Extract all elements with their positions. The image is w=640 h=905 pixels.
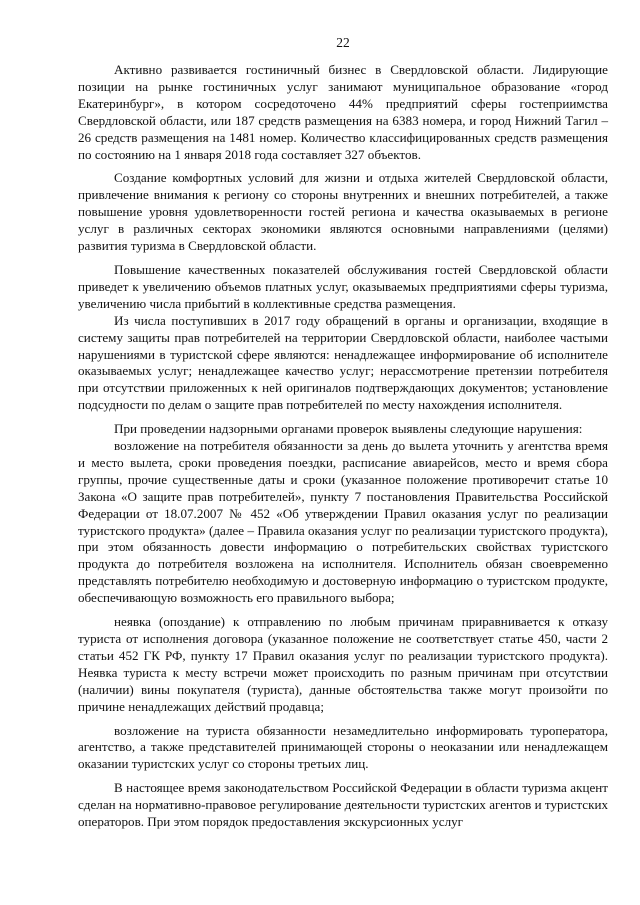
paragraph-violation-notification: возложение на туриста обязанности незамедлительно информировать туроператора, агентство, а также представителей принимающей стороны о неоказании или ненадлежащем оказании туристских услуг со стороны третьих лиц. (78, 722, 608, 772)
paragraph-consumer-complaints: Из числа поступивших в 2017 году обращений в органы и организации, входящие в систему защиты прав потребителей на территории Свердловской области, наиболее частыми нарушениями в туристской сфере являются: ненадлежащее информирование об исполнителе оказываемых услуг; ненадлежащее качество услуг; нерассмотрение претензии потребителя при отсутствии приложенных к ней оригиналов подтверждающих документов; установление подсудности по делам о защите прав потребителей по месту нахождения исполнителя. (78, 312, 608, 413)
paragraph-comfortable-conditions: Создание комфортных условий для жизни и отдыха жителей Свердловской области, привлечение внимания к региону со стороны внутренних и внешних потребителей, а также повышение уровня удовлетворенности гостей региона и качества оказываемых в регионе услуг в различных секторах экономики являются основными направлениями (целями) развития туризма в Свердловской области. (78, 170, 608, 254)
paragraph-service-quality: Повышение качественных показателей обслуживания гостей Свердловской области приведет к увеличению объемов платных услуг, оказываемых предприятиями сферы туризма, увеличению числа прибытий в коллективные средства размещения. (78, 261, 608, 311)
page-number: 22 (336, 35, 350, 50)
paragraph-violation-departure: возложение на потребителя обязанности за день до вылета уточнить у агентства время и место вылета, сроки проведения поездки, расписание авиарейсов, место и время сбора группы, прочие существенные даты и сроки (указанное положение противоречит статье 10 Закона «О защите прав потребителей», пункту 7 постановления Правительства Российской Федерации от 18.07.2007 № 452 «Об утверждении Правил оказания услуг по реализации туристского продукта» (далее – Правила оказания услуг по реализации туристского продукта), при этом обязанность довести информацию о потребительских свойствах туристского продукта до потребителя возложена на исполнителя. Исполнитель обязан своевременно представлять потребителю необходимую и достоверную информацию о туристском продукте, обеспечивающую возможность его правильного выбора; (78, 438, 608, 606)
paragraph-violation-no-show: неявка (опоздание) к отправлению по любым причинам приравнивается к отказу туриста от исполнения договора (указанное положение не соответствует статье 450, части 2 статьи 452 ГК РФ, пункту 17 Правил оказания услуг по реализации туристского продукта). Неявка туриста к месту встречи может происходить по разным причинам при отсутствии (наличии) вины покупателя (туриста), данные обстоятельства также могут произойти по причине ненадлежащих действий продавца; (78, 614, 608, 714)
paragraph-hotel-business: Активно развивается гостиничный бизнес в Свердловской области. Лидирующие позиции на рынке гостиничных услуг занимают муниципальное образование «город Екатеринбург», в котором сосредоточено 44% предприятий сферы гостеприимства Свердловской области, или 187 средств размещения на 6383 номера, и город Нижний Тагил – 26 средств размещения на 1481 номер. Количество классифицированных средств размещения по состоянию на 1 января 2018 года составляет 327 объектов. (78, 62, 608, 162)
paragraph-inspection-intro: При проведении надзорными органами проверок выявлены следующие нарушения: (114, 421, 583, 437)
paragraph-legislation: В настоящее время законодательством Российской Федерации в области туризма акцент сделан на нормативно-правовое регулирование деятельности туристских агентов и туристских операторов. При этом порядок предоставления экскурсионных услуг (78, 780, 608, 830)
document-page (78, 34, 608, 831)
